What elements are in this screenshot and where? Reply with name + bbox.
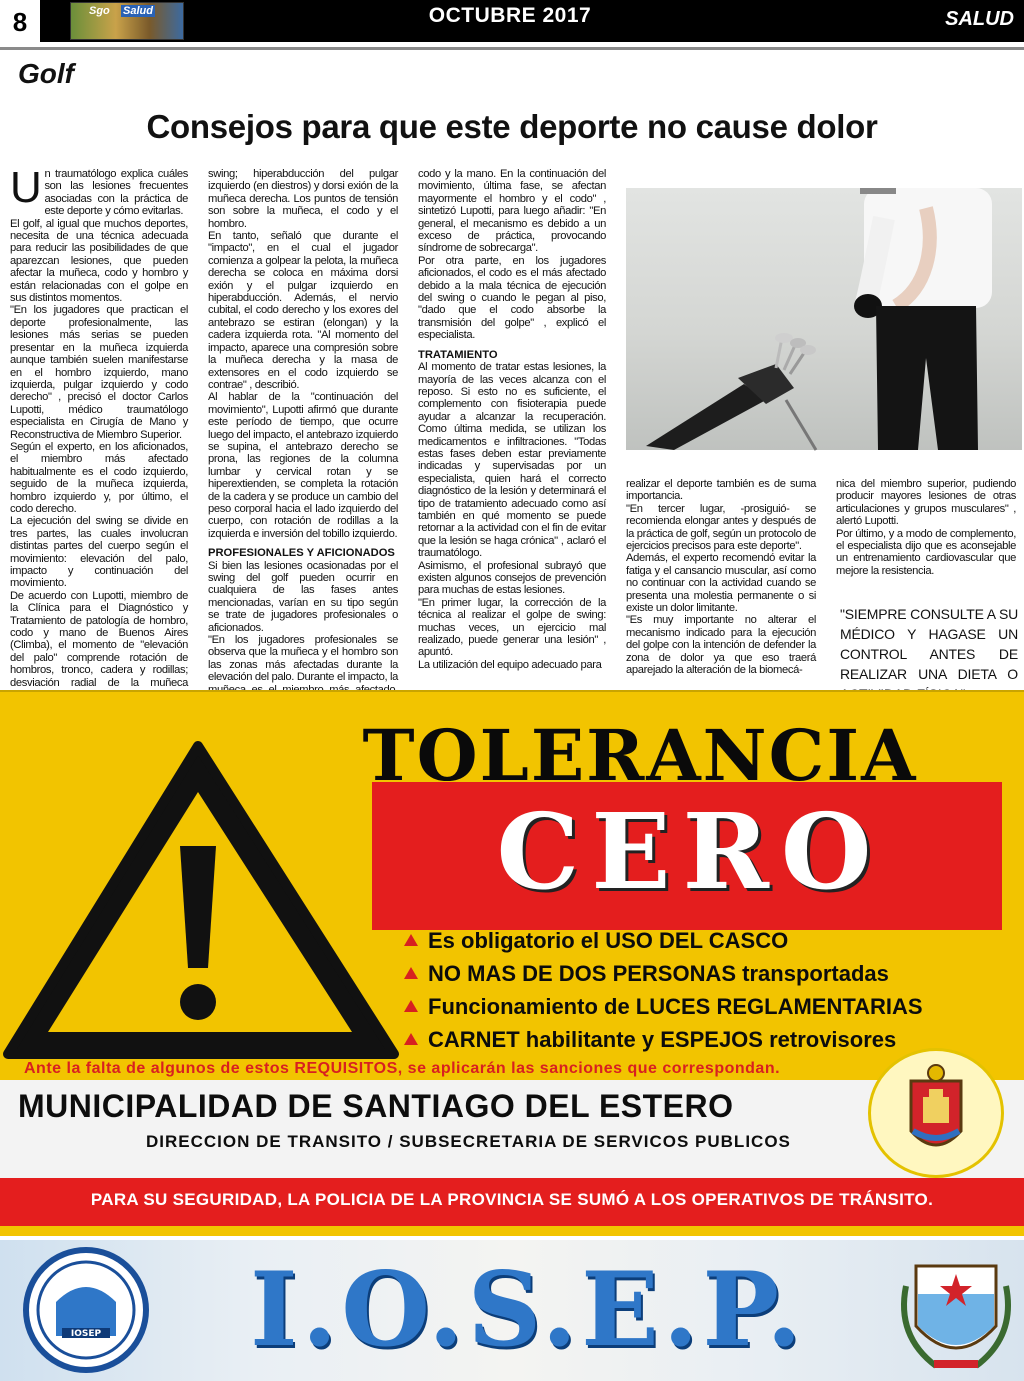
subheading-tratamiento: TRATAMIENTO xyxy=(418,348,498,361)
logo-text-left: Sgo xyxy=(89,5,110,17)
paragraph: Por último, y a modo de complemento, el especialista dijo que es aconsejable un entrenamiento cardiovascular que mejore la resistencia. xyxy=(836,527,1016,577)
paragraph: "En los jugadores profesionales se observa que la muñeca y el hombro son las zonas más afectadas durante la elevación del palo. Durante el impacto, la xyxy=(208,634,398,684)
list-item: NO MAS DE DOS PERSONAS transportadas xyxy=(404,957,923,990)
section-label: SALUD xyxy=(945,8,1014,30)
pull-quote: "SIEMPRE CONSULTE A SU MÉDICO Y HAGASE UN CONTROL ANTES DE REALIZAR UNA DIETA O xyxy=(840,606,1018,682)
red-triangle-icon xyxy=(404,934,418,946)
article-column-4 xyxy=(626,478,816,686)
sanctions-note: Ante la falta de algunos de estos REQUISITOS, se aplicarán las sanciones que correspondan. xyxy=(24,1060,781,1077)
paragraph: De acuerdo con Lupotti, miembro de la Clínica para el Diagnóstico y Tratamiento de patología de hombro, codo y mano de Buenos Aires (Climba), el momento de "elevación del palo" comprende rotación de hombros, tronco, cadera y rodillas; desviación radial de la muñeca xyxy=(10,589,188,689)
municipal-seal xyxy=(868,1048,1004,1178)
paragraph: El golf, al igual que muchos deportes, necesita de una técnica adecuada para reducir las posibilidades de que aparezcan lesiones, que pueden afectar la muñeca, codo y hombro y están relacionadas con el golpe en sus distintos momentos. xyxy=(10,217,188,305)
header-divider xyxy=(0,47,1024,50)
article-kicker: Golf xyxy=(18,58,74,89)
paragraph: codo y la mano. En la continuación del movimiento, última fase, se afectan mayormente el hombro y el codo" , sintetizó Lupotti, para luego añadir: "En general, el mecanismo es debido a un exceso de práctica, provocando síndrome de sobrecarga". xyxy=(418,168,606,255)
list-item: Funcionamiento de LUCES REGLAMENTARIAS xyxy=(404,990,923,1023)
paragraph: Además, el experto recomendó evitar la fatiga y el cansancio muscular, así como no continuar con la actividad cuando se presenta una molestia permanente o si existe un dolor limitante. xyxy=(626,552,816,615)
paragraph: La utilización del equipo adecuado para xyxy=(418,658,602,671)
paragraph: "Es muy importante no alterar el mecanismo indicado para la ejecución del golpe con la intención de defender la zona de dolor ya que eso traerá aparejado la alteración de la biomecá- xyxy=(626,614,816,677)
iosep-title: I.O.S.E.P. xyxy=(250,1250,806,1370)
coat-of-arms-icon xyxy=(871,1051,1001,1175)
article-column-1 xyxy=(10,163,188,689)
red-triangle-icon xyxy=(404,1000,418,1012)
paragraph: Si bien las lesiones ocasionadas por el swing del golf pueden ocurrir en cualquiera de las fases antes mencionadas, varían en su tipo según se trate de jugadores profesionales o aficionados. xyxy=(208,559,398,634)
iosep-banner xyxy=(0,1240,1024,1381)
department-name: DIRECCION DE TRANSITO / SUBSECRETARIA DE SERVICOS PUBLICOS xyxy=(146,1132,791,1151)
article-column-2 xyxy=(208,168,398,686)
iosep-emblem-icon xyxy=(22,1246,150,1374)
golfer-photo xyxy=(626,188,1022,450)
paragraph: swing; hiperabducción del pulgar izquierdo (en diestros) y dorsi exión de la muñeca derecha. Los puntos de tensión son sobre la muñeca, el codo y el hombro. xyxy=(208,168,398,230)
emblem-text: IOSEP xyxy=(70,1329,102,1339)
municipality-name: MUNICIPALIDAD DE SANTIAGO DEL ESTERO xyxy=(18,1088,734,1124)
article-column-3 xyxy=(418,168,606,686)
red-triangle-icon xyxy=(404,1033,418,1045)
page-number: 8 xyxy=(0,0,40,42)
paragraph: realizar el deporte también es de suma importancia. xyxy=(626,478,816,503)
paragraph: La ejecución del swing se divide en tres partes, las cuales involucran distintas partes del cuerpo según el movimiento: elevación del palo, impacto y continuación del movimiento. xyxy=(10,515,188,590)
paragraph: Según el experto, en los aficionados, el miembro más afectado habitualmente es el codo izquierdo, seguido de la muñeca izquierda, hombro izquierdo y, por último, el codo derecho. xyxy=(10,440,188,515)
golfer-illustration xyxy=(626,188,1022,450)
paragraph: "En primer lugar, la corrección de la técnica al realizar el golpe de swing: muchas veces, un ejercicio mal realizado, puede generar una lesión" , apuntó. xyxy=(418,596,606,659)
requirements-list xyxy=(404,924,923,1056)
ad-title: TOLERANCIA xyxy=(362,714,918,797)
article-headline: Consejos para que este deporte no cause dolor xyxy=(146,108,878,145)
logo-text-right: Salud xyxy=(123,5,153,17)
paragraph: Por otra parte, en los jugadores aficionados, el codo es el más afectado debido a la mala técnica de ejecución del swing o cuando le pegan al piso, "dado que el codo absorbe la transmisión del golpe" , explicó el especialista. xyxy=(418,254,606,342)
issue-date: OCTUBRE 2017 xyxy=(428,4,592,27)
police-message: PARA SU SEGURIDAD, LA POLICIA DE LA PROVINCIA SE SUMÓ A LOS OPERATIVOS DE TRÁNSITO. xyxy=(90,1190,934,1209)
list-item: CARNET habilitante y ESPEJOS retrovisores xyxy=(404,1023,923,1056)
paragraph: "En los jugadores que practican el deporte profesionalmente, las lesiones más serias se pueden presentar en la muñeca izquierda aunque también suelen manifestarse en el hombro izquierdo, mano izquierda, pulgar izquierdo y codo derecho" , precisó el doctor Carlos Lupotti, médico traumatólogo especialista en Cirugía de Mano y Reconstructiva de Miembro Superior. xyxy=(10,304,188,441)
paragraph: "En tercer lugar, -prosiguió- se recomienda elongar antes y después de la práctica de golf, según un protocolo de ejercicios precisos para este deporte". xyxy=(626,502,816,553)
province-shield-icon xyxy=(896,1246,1016,1376)
article-column-5 xyxy=(836,478,1016,588)
red-triangle-icon xyxy=(404,967,418,979)
header-bar xyxy=(0,0,1024,42)
paragraph: n traumatólogo explica cuáles son las lesiones frecuentes asociadas con la práctica de este deporte y cómo evitarlas. xyxy=(44,168,188,218)
tolerancia-cero-ad xyxy=(0,690,1024,1236)
ad-title-cero: CERO xyxy=(496,790,884,913)
paragraph: Al momento de tratar estas lesiones, la mayoría de las veces alcanza con el reposo. Si esto no es suficiente, el complemento con fisioterapia puede ayudar a alcanzar la recuperación. Como última medida, se utilizan los medicamentos e infiltraciones. "Todas estas fases deben estar previamente indicadas y supervisadas por un especialista, quien hará el correcto diagnóstico de la lesión y determinará el tipo de tratamiento adecuado como así también en qué momento se puede retornar a la actividad con el fin de evitar que la lesión se haga crónica" , aclaró el traumatólogo. xyxy=(418,361,606,560)
drop-cap: U xyxy=(10,163,42,212)
publication-logo xyxy=(70,2,184,40)
list-item: Es obligatorio el USO DEL CASCO xyxy=(404,924,923,957)
paragraph: Al hablar de la "continuación del movimiento", Lupotti afirmó que durante este período de tiempo, que ocurre luego del impacto, el antebrazo izquierdo se supina, el antebrazo derecho se prona, las regiones de la columna lumbar y cervical rotan y se hiperextienden, se completa la rotación de la cadera y se produce un cambio del peso corporal hacia el lado izquierdo del cuerpo, con rotación de rodillas a la izquierda e inversión del tobillo izquierdo. xyxy=(208,391,398,540)
paragraph: Asimismo, el profesional subrayó que existen algunos consejos de prevención para muchas de estas lesiones. xyxy=(418,559,606,597)
paragraph: nica del miembro superior, pudiendo producir mayores lesiones de otras articulaciones y grupos musculares" , alertó Lupotti. xyxy=(836,478,1016,528)
paragraph: En tanto, señaló que durante el "impacto", en el cual el jugador comienza a golpear la pelota, la muñeca derecha se coloca en máxima dorsi exión y el pulgar izquierdo en hiperabducción. Además, el nervio cubital, el codo derecho y los exores del antebrazo se estiran (elongan) y la cadera izquierda rota. "Al momento del impacto, aparece una compresión sobre la muñeca derecha y la masa de extensores en el codo izquierdo se contrae" , describió. xyxy=(208,230,398,391)
subheading-profesionales: PROFESIONALES Y AFICIONADOS xyxy=(208,547,395,560)
